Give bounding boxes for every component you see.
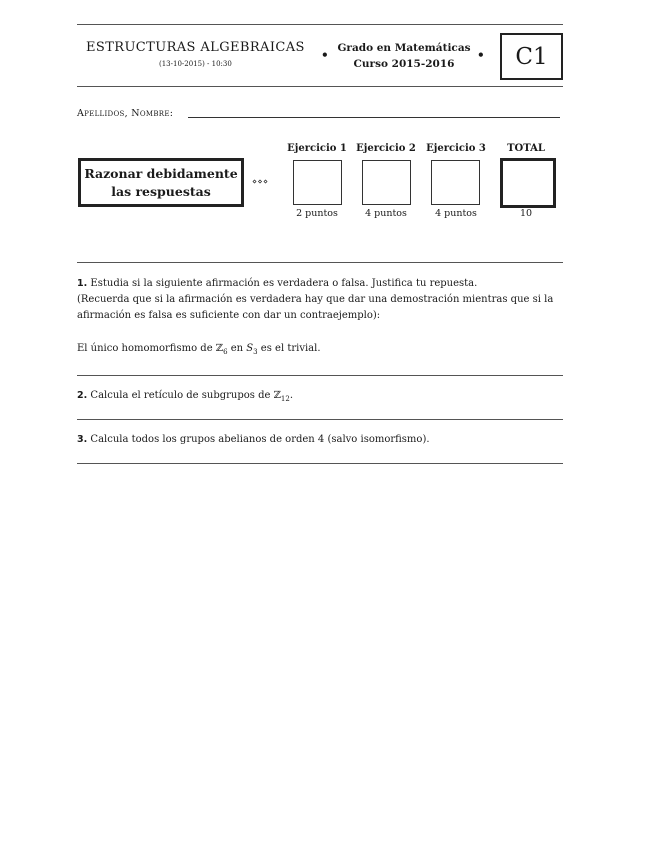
separator-dot-2: • [477, 48, 485, 62]
degree-name: Grado en Matemáticas [337, 42, 471, 54]
score-box-ex1[interactable] [293, 160, 342, 205]
question-1-prompt [77, 276, 563, 292]
question-2-text-post: . [289, 390, 294, 401]
question-1-text: Estudia si la siguiente afirmación es verdadera o falsa. Justifica tu repuesta. [90, 278, 478, 289]
z-subscript: 12 [280, 395, 290, 403]
question-2-text-pre: Calcula el retículo de subgrupos de [90, 390, 274, 401]
s-subscript: 3 [253, 348, 258, 356]
exam-code-box [500, 33, 563, 80]
question-1-note: (Recuerda que si la afirmación es verdadera hay que dar una demostración mientras que si la afirmación es falsa es suficiente con dar un contraejemplo): [77, 294, 554, 321]
s-symbol: S [246, 343, 254, 354]
score-header-total: TOTAL [507, 143, 545, 154]
score-header-ex2: Ejercicio 2 [356, 143, 416, 154]
course-title: ESTRUCTURAS ALGEBRAICAS [86, 40, 305, 55]
question-2 [77, 388, 563, 407]
exam-date: (13-10-2015) - 10:30 [159, 60, 232, 68]
question-3-number: 3. [77, 434, 88, 445]
question-1-statement-post: es el trivial. [257, 343, 321, 354]
table-bottom-rule [77, 262, 563, 263]
score-points-ex1: 2 puntos [296, 208, 338, 219]
score-points-total: 10 [519, 208, 533, 219]
instruction-line-1: Razonar debidamente [84, 165, 238, 181]
score-box-total[interactable] [500, 158, 556, 208]
question-2-rule [77, 419, 563, 420]
header-bottom-rule [77, 86, 563, 87]
score-box-ex3[interactable] [431, 160, 480, 205]
degree-block [334, 40, 474, 72]
instruction-line-2: las respuestas [111, 183, 211, 199]
question-2-number: 2. [77, 390, 88, 401]
exam-code: C1 [515, 43, 548, 70]
question-1-number: 1. [77, 278, 88, 289]
z-subscript: 6 [223, 348, 228, 356]
name-field[interactable] [188, 117, 560, 118]
question-1-statement-mid: en [227, 343, 247, 354]
z-symbol: ℤ [273, 390, 281, 401]
question-3-rule [77, 463, 563, 464]
question-3-text: Calcula todos los grupos abelianos de orden 4 (salvo isomorfismo). [90, 434, 430, 445]
question-1-statement-pre: El único homomorfismo de [77, 343, 216, 354]
z-symbol: ℤ [215, 343, 224, 354]
name-label: Apellidos, Nombre: [77, 108, 174, 119]
separator-dot-1: • [321, 48, 329, 62]
question-1 [77, 276, 563, 360]
score-box-ex2[interactable] [362, 160, 411, 205]
top-rule [77, 24, 563, 25]
question-1-rule [77, 375, 563, 376]
score-points-ex3: 4 puntos [435, 208, 477, 219]
diamond-ornament: ⋄⋄⋄ [252, 177, 269, 186]
course-year: Curso 2015-2016 [353, 58, 455, 70]
score-header-ex1: Ejercicio 1 [287, 143, 347, 154]
instruction-box [78, 158, 244, 207]
score-points-ex2: 4 puntos [365, 208, 407, 219]
question-3 [77, 432, 563, 448]
score-header-ex3: Ejercicio 3 [426, 143, 486, 154]
question-1-statement [77, 341, 563, 360]
